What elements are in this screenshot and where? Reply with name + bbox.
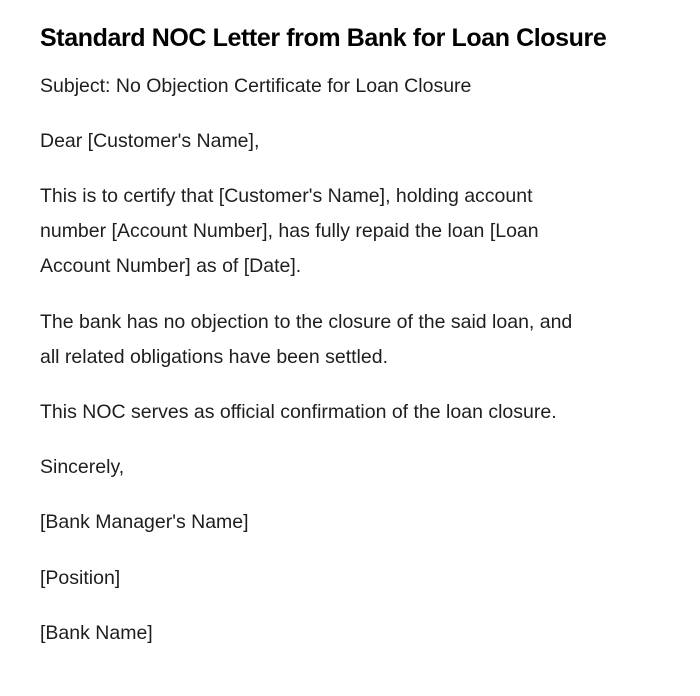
body-paragraph-no-objection [40,305,640,375]
subject-line: Subject: No Objection Certificate for Loan Closure [40,75,472,97]
closing: Sincerely, [40,456,125,478]
body-paragraph-line: This is to certify that [Customer's Name], holding account [40,185,533,207]
document-title: Standard NOC Letter from Bank for Loan Closure [40,24,607,52]
body-paragraph-certification [40,179,640,284]
body-paragraph-line: Account Number] as of [Date]. [40,255,302,277]
signatory-name: [Bank Manager's Name] [40,511,249,533]
signatory-position: [Position] [40,567,121,589]
body-paragraph-line: number [Account Number], has fully repaid the loan [Loan [40,220,539,242]
body-paragraph-line: all related obligations have been settled. [40,346,388,368]
body-paragraph-line: The bank has no objection to the closure of the said loan, and [40,311,573,333]
body-paragraph-confirmation: This NOC serves as official confirmation of the loan closure. [40,401,557,423]
signatory-bank: [Bank Name] [40,622,153,644]
salutation: Dear [Customer's Name], [40,130,260,152]
